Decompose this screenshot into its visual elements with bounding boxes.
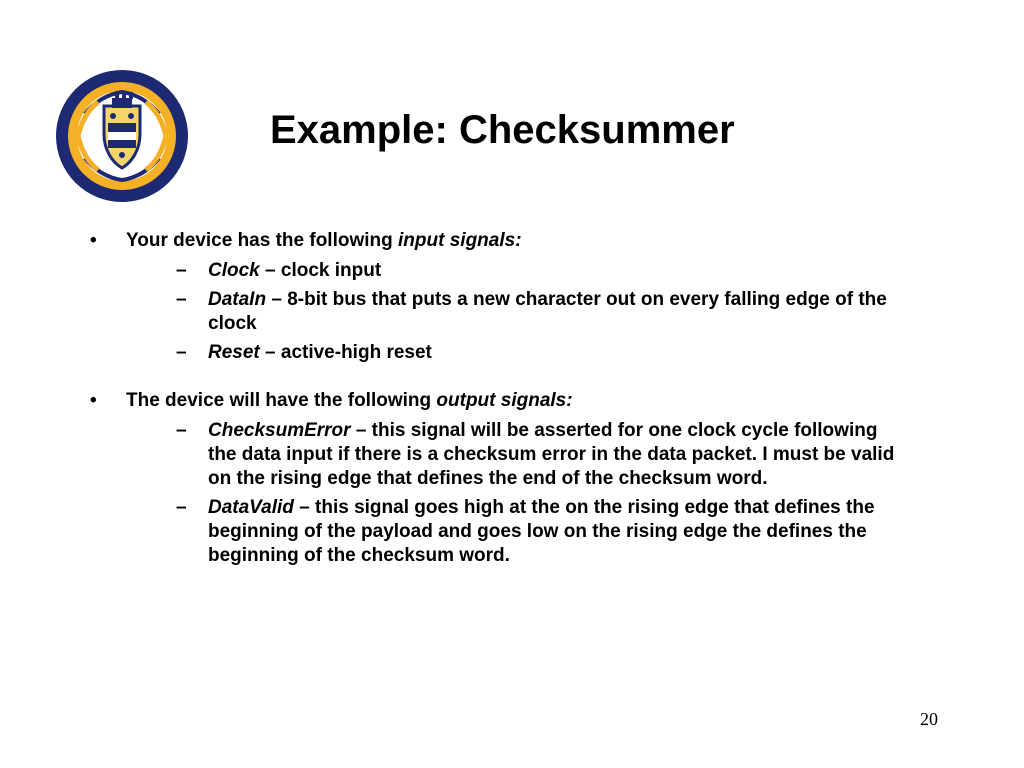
output-signals-list: [126, 419, 950, 568]
signal-name-reset: Reset: [208, 342, 260, 363]
list-item-datain: [126, 288, 898, 336]
list-item-checksumerror: [126, 419, 898, 491]
input-signals-bullet: [90, 229, 950, 365]
page-number: 20: [920, 709, 938, 729]
input-signals-list: [126, 259, 950, 365]
bullet-text-input-emphasis: input signals:: [398, 230, 522, 251]
university-seal-icon: [54, 68, 190, 204]
signal-description-datain: – 8-bit bus that puts a new character out on every falling edge of the clock: [208, 289, 887, 334]
signal-description-checksumerror: – this signal will be asserted for one clock cycle following the data input if there is a checksum error in the data packet. I must be valid on the rising edge that defines the end of the checksum word.: [208, 420, 895, 489]
signal-description-datavalid: – this signal goes high at the on the rising edge that defines the beginning of the payload and goes low on the rising edge the defines the beginning of the checksum word.: [208, 497, 875, 566]
signal-description-reset: – active-high reset: [259, 342, 432, 363]
signal-name-datavalid: DataValid: [208, 497, 294, 518]
bullet-text-output-intro: The device will have the following: [126, 390, 437, 411]
signal-description-clock: – clock input: [259, 260, 382, 281]
output-signals-bullet: [90, 389, 950, 568]
slide-content: [90, 229, 950, 573]
signal-name-checksumerror: ChecksumError: [208, 420, 351, 441]
list-item-datavalid: [126, 496, 898, 568]
signal-name-clock: Clock: [208, 260, 260, 281]
signal-name-datain: DataIn: [208, 289, 267, 310]
slide-title: Example: Checksummer: [270, 108, 735, 152]
list-item-clock: [126, 259, 898, 283]
bullet-text-output-emphasis: output signals:: [436, 390, 573, 411]
bullet-text-input-intro: Your device has the following: [126, 230, 399, 251]
list-item-reset: [126, 341, 898, 365]
